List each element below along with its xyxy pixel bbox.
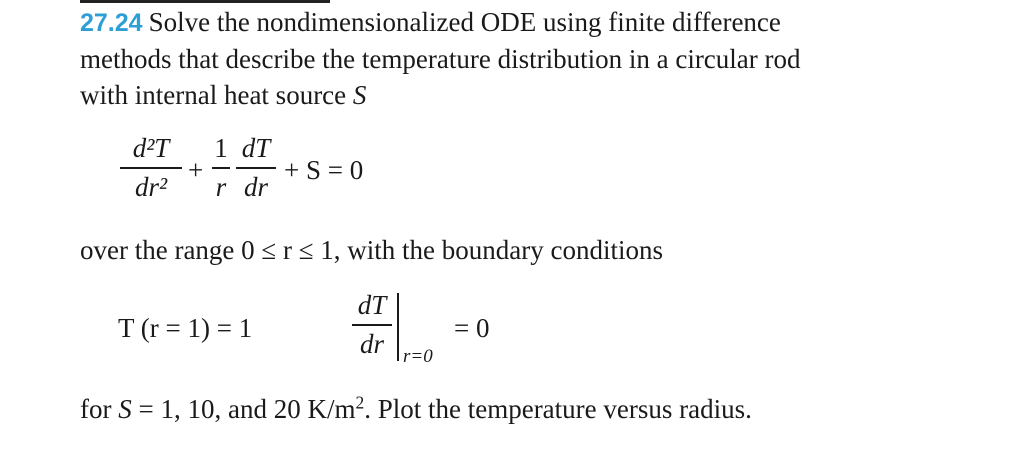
frac1-denominator: dr² <box>134 171 168 202</box>
heat-source-symbol: S <box>352 80 367 110</box>
final-statement <box>80 394 752 425</box>
unit-exponent: 2 <box>355 392 365 413</box>
bc-right: = 0 <box>454 313 490 343</box>
evaluation-subscript: r=0 <box>403 346 433 367</box>
problem-statement <box>80 4 980 113</box>
frac1-numerator: d²T <box>132 133 170 163</box>
frac3-numerator: dT <box>241 133 271 163</box>
problem-line-1: Solve the nondimensionalized ODE using finite difference <box>148 7 781 37</box>
frac2-numerator: 1 <box>214 133 228 163</box>
frac1-bar <box>120 167 182 169</box>
frac3-bar <box>236 167 276 169</box>
one-over-r-fraction <box>212 133 230 203</box>
bc-deriv-bar <box>352 324 392 326</box>
bc-left: T (r = 1) = 1 <box>118 313 253 343</box>
bc-deriv-denominator: dr <box>359 328 384 359</box>
problem-number: 27.24 <box>80 9 143 37</box>
problem-line-2: methods that describe the temperature distribution in a circular rod <box>80 44 801 74</box>
final-suffix: . Plot the temperature versus radius. <box>364 394 752 424</box>
final-values: = 1, 10, and 20 K/m <box>138 394 356 424</box>
bc-derivative-fraction <box>352 290 392 360</box>
frac2-bar <box>212 167 230 169</box>
range-statement: over the range 0 ≤ r ≤ 1, with the boundary conditions <box>80 235 664 265</box>
first-derivative-fraction <box>236 133 276 203</box>
final-symbol: S <box>118 394 132 424</box>
top-rule <box>80 0 330 3</box>
plus-sign: + <box>188 155 204 185</box>
problem-line-3: with internal heat source <box>80 80 347 110</box>
frac3-denominator: dr <box>243 171 268 202</box>
bc-deriv-numerator: dT <box>357 290 387 320</box>
frac2-denominator: r <box>215 171 227 202</box>
final-prefix: for <box>80 394 112 424</box>
evaluation-bar <box>397 293 399 361</box>
equation-tail: + S = 0 <box>284 155 364 185</box>
second-derivative-fraction <box>120 133 182 203</box>
